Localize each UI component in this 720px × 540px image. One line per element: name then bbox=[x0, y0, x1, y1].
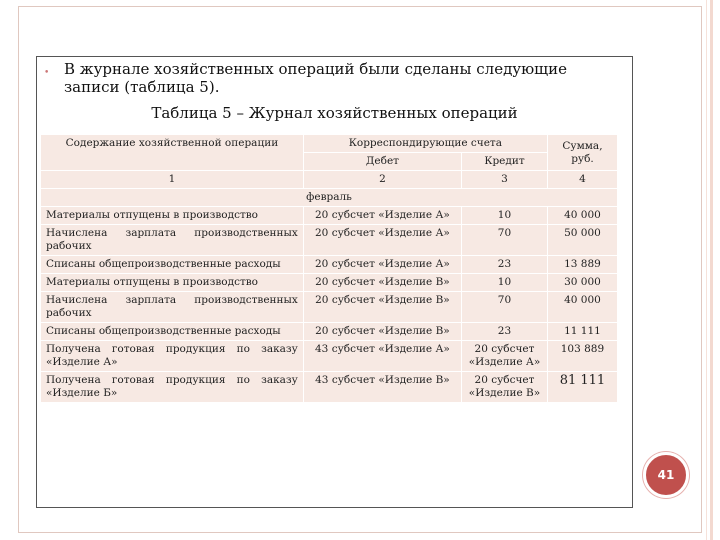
column-number: 4 bbox=[547, 171, 617, 189]
amount: 30 000 bbox=[547, 274, 617, 292]
amount: 40 000 bbox=[547, 207, 617, 225]
debit-account: 20 субсчет «Изделие А» bbox=[303, 207, 461, 225]
table-row bbox=[41, 323, 618, 341]
header-content: Содержание хозяйственной операции bbox=[41, 135, 304, 171]
credit-account: 20 субсчет «Изделие В» bbox=[462, 372, 548, 403]
column-number: 1 bbox=[41, 171, 304, 189]
operation-description: Списаны общепроизводственные расходы bbox=[41, 323, 304, 341]
debit-account: 20 субсчет «Изделие В» bbox=[303, 292, 461, 323]
operation-description: Получена готовая продукция по заказу «Изделие А» bbox=[41, 341, 304, 372]
amount: 50 000 bbox=[547, 225, 617, 256]
column-number: 2 bbox=[303, 171, 461, 189]
debit-account: 20 субсчет «Изделие В» bbox=[303, 323, 461, 341]
operation-description: Получена готовая продукция по заказу «Изделие Б» bbox=[41, 372, 304, 403]
column-number: 3 bbox=[462, 171, 548, 189]
operation-description: Материалы отпущены в производство bbox=[41, 274, 304, 292]
header-accounts: Корреспондирующие счета bbox=[303, 135, 547, 153]
table-row bbox=[41, 225, 618, 256]
debit-account: 20 субсчет «Изделие А» bbox=[303, 225, 461, 256]
table-row bbox=[41, 274, 618, 292]
credit-account: 23 bbox=[462, 323, 548, 341]
month-row bbox=[41, 189, 618, 207]
operation-description: Списаны общепроизводственные расходы bbox=[41, 256, 304, 274]
decorative-stripe-thin bbox=[706, 0, 707, 540]
journal-table bbox=[40, 134, 618, 403]
table-caption: Таблица 5 – Журнал хозяйственных операций bbox=[151, 104, 518, 122]
amount: 13 889 bbox=[547, 256, 617, 274]
credit-account: 20 субсчет «Изделие А» bbox=[462, 341, 548, 372]
credit-account: 23 bbox=[462, 256, 548, 274]
amount: 81 111 bbox=[547, 372, 617, 403]
table-row bbox=[41, 341, 618, 372]
table-row bbox=[41, 207, 618, 225]
month-label: февраль bbox=[41, 189, 618, 207]
operation-description: Материалы отпущены в производство bbox=[41, 207, 304, 225]
table-header-row bbox=[41, 135, 618, 153]
operation-description: Начислена зарплата производственных рабочих bbox=[41, 292, 304, 323]
credit-account: 70 bbox=[462, 292, 548, 323]
header-debit: Дебет bbox=[303, 153, 461, 171]
table-body bbox=[41, 207, 618, 403]
amount: 103 889 bbox=[547, 341, 617, 372]
intro-text: В журнале хозяйственных операций были сделаны следующие записи (таблица 5). bbox=[64, 60, 568, 96]
debit-account: 43 субсчет «Изделие В» bbox=[303, 372, 461, 403]
table-row bbox=[41, 372, 618, 403]
credit-account: 10 bbox=[462, 207, 548, 225]
decorative-stripe bbox=[710, 0, 713, 540]
debit-account: 20 субсчет «Изделие А» bbox=[303, 256, 461, 274]
amount: 11 111 bbox=[547, 323, 617, 341]
debit-account: 20 субсчет «Изделие В» bbox=[303, 274, 461, 292]
header-sum: Сумма, руб. bbox=[547, 135, 617, 171]
debit-account: 43 субсчет «Изделие А» bbox=[303, 341, 461, 372]
bullet-icon: • bbox=[44, 68, 50, 78]
credit-account: 10 bbox=[462, 274, 548, 292]
table-row bbox=[41, 292, 618, 323]
table-row bbox=[41, 256, 618, 274]
page-number-badge: 41 bbox=[643, 452, 689, 498]
table-number-row bbox=[41, 171, 618, 189]
amount: 40 000 bbox=[547, 292, 617, 323]
header-credit: Кредит bbox=[462, 153, 548, 171]
credit-account: 70 bbox=[462, 225, 548, 256]
operation-description: Начислена зарплата производственных рабочих bbox=[41, 225, 304, 256]
